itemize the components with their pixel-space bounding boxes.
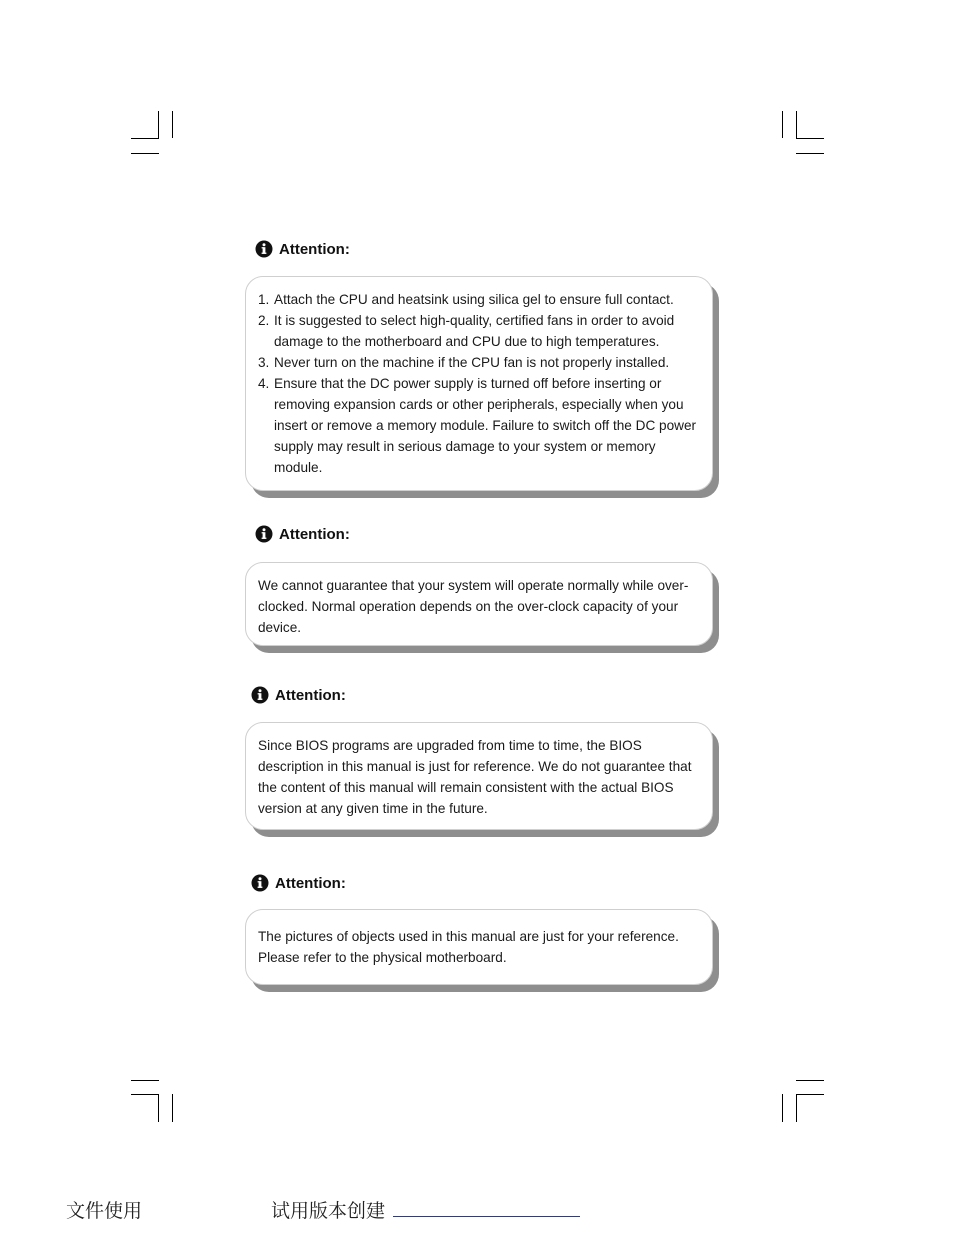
attention-label: Attention: [279,525,350,543]
attention-label: Attention: [275,874,346,892]
list-item: 3. Never turn on the machine if the CPU fan is not properly installed. [258,355,670,370]
footer-underline [393,1216,580,1217]
attention-list [258,289,702,478]
attention-text: We cannot guarantee that your system will operate normally while over-clocked. Normal operation depends on the over-clock capacity of your device. [258,578,689,635]
info-icon [255,525,273,543]
attention-box-3 [245,722,713,830]
list-item: 2. It is suggested to select high-quality, certified fans in order to avoid damage to the motherboard and CPU due to high temperatures. [258,313,675,349]
attention-box-1 [245,276,713,491]
info-icon [251,686,269,704]
footer-left-text: 文件使用 [66,1200,143,1222]
attention-box-4 [245,909,713,985]
info-icon [255,240,273,258]
attention-heading-1 [255,240,350,258]
attention-label: Attention: [275,686,346,704]
attention-heading-2 [255,525,350,543]
attention-heading-4 [251,874,346,892]
attention-text: Since BIOS programs are upgraded from time to time, the BIOS description in this manual is just for reference. We do not guarantee that the content of this manual will remain consistent with the actual BIOS version at any given time in the future. [258,738,692,816]
attention-label: Attention: [279,240,350,258]
list-item: 4. Ensure that the DC power supply is turned off before inserting or removing expansion cards or other peripherals, especially when you insert or remove a memory module. Failure to switch off the DC power supply may result in serious damage to your system or memory module. [258,376,697,475]
attention-box-2 [245,562,713,646]
footer-right-text: 试用版本创建 [271,1200,386,1222]
list-item: 1. Attach the CPU and heatsink using silica gel to ensure full contact. [258,292,674,307]
info-icon [251,874,269,892]
attention-heading-3 [251,686,346,704]
attention-text: The pictures of objects used in this manual are just for your reference. Please refer to the physical motherboard. [258,929,679,965]
